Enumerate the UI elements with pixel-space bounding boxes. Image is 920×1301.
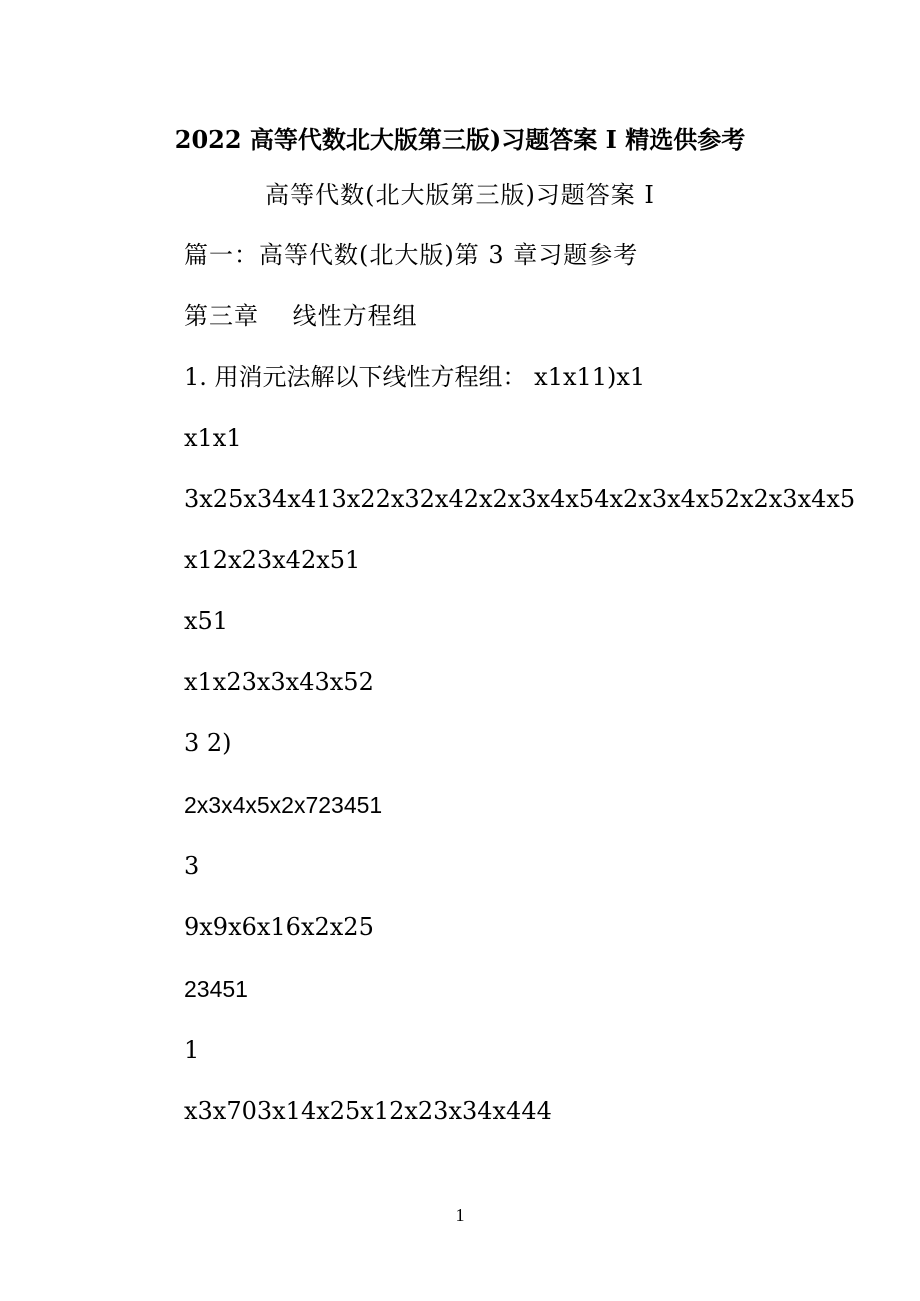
document-subtitle: 高等代数(北大版第三版)习题答案 I [265, 181, 655, 209]
document-title: 2022 高等代数北大版第三版)习题答案 I 精选供参考 [174, 125, 746, 154]
equation-line: x3x703x14x25x12x23x34x444 [184, 1097, 552, 1125]
section-heading: 篇一：高等代数(北大版)第 3 章习题参考 [184, 241, 639, 269]
equation-line: 9x9x6x16x2x25 [184, 913, 374, 941]
equation-line: 3x25x34x413x22x32x42x2x3x4x54x2x3x4x52x2x3x4x5 [184, 485, 856, 513]
problem-statement: 1. 用消元法解以下线性方程组： x1x11)x1 [184, 363, 646, 391]
page-number: 1 [455, 1205, 465, 1225]
equation-line: x1x23x3x43x52 [184, 668, 374, 696]
equation-line: 23451 [184, 976, 248, 1002]
chapter-heading: 第三章 线性方程组 [184, 302, 418, 330]
equation-line: 2x3x4x5x2x723451 [184, 792, 383, 818]
equation-line: 3 [184, 852, 200, 880]
equation-line: x1x1 [184, 424, 242, 452]
equation-line: x12x23x42x51 [184, 546, 361, 574]
equation-line: 3 2) [184, 729, 232, 757]
equation-line: x51 [184, 607, 229, 635]
equation-line: 1 [184, 1036, 200, 1064]
